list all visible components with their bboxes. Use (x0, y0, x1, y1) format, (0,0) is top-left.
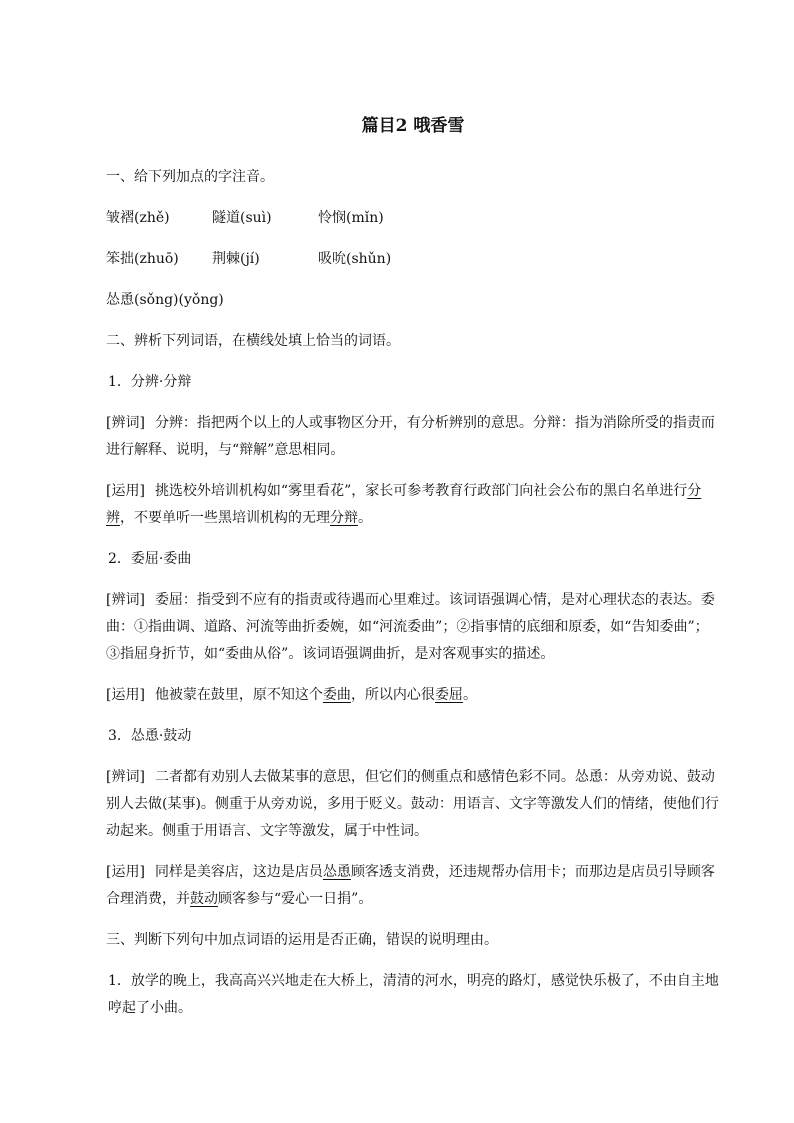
answer-word: 怂恿 (322, 864, 351, 880)
answer-word: 鼓动 (190, 891, 218, 907)
question-1: 1．放学的晚上，我高高兴兴地走在大桥上，清清的河水，明亮的路灯，感觉快乐极了，不由自主地哼起了小曲。 (108, 973, 719, 1016)
analysis-tag: [辨词] (106, 592, 145, 608)
item-1-usage (106, 478, 720, 532)
section-2-heading: 二、辨析下列词语，在横线处填上恰当的词语。 (106, 333, 400, 349)
answer-word: 分辩 (330, 510, 358, 526)
item-3-usage (106, 859, 720, 913)
usage-text: ，不要单听一些黑培训机构的无理 (120, 510, 330, 526)
pinyin-word: 吸吮(shǔn) (318, 251, 392, 267)
pinyin-row-3: 怂恿(sǒng)(yǒng) (106, 292, 224, 308)
analysis-tag: [辨词] (106, 769, 145, 785)
usage-text: 。 (462, 687, 477, 703)
item-3-analysis (106, 764, 720, 845)
analysis-text: 二者都有劝别人去做某事的意思，但它们的侧重点和感情色彩不同。怂恿：从旁劝说、鼓动别人去做(某事)。侧重于从旁劝说，多用于贬义。鼓动：用语言、文字等激发人们的情绪，使他们行动起来。侧重于用语言、文字等激发，属于中性词。 (106, 769, 719, 839)
usage-tag: [运用] (106, 687, 145, 703)
usage-text: 同样是美容店，这边是店员 (154, 864, 323, 880)
usage-tag: [运用] (106, 483, 145, 499)
answer-word: 委曲 (322, 687, 351, 703)
pinyin-row-1 (106, 205, 720, 232)
usage-text: 。 (358, 510, 372, 526)
answer-word: 分辨 (106, 483, 702, 526)
document-page (106, 112, 720, 1036)
item-3-title: 3．怂恿·鼓动 (108, 728, 192, 744)
pinyin-word: 皱褶(zhě) (106, 210, 170, 226)
section-3-heading: 三、判断下列句中加点词语的运用是否正确，错误的说明理由。 (106, 932, 498, 948)
analysis-tag: [辨词] (106, 415, 145, 431)
item-1-analysis (106, 410, 720, 464)
section-1-heading: 一、给下列加点的字注音。 (106, 169, 274, 185)
item-1-title: 1．分辨·分辩 (108, 374, 192, 390)
item-2-usage (106, 682, 720, 709)
usage-text: 顾客透支消费，还违规帮办信用卡；而那边是店员引导顾客合理消费，并 (106, 864, 715, 907)
item-2-analysis (106, 587, 720, 668)
analysis-text: 分辨：指把两个以上的人或事物区分开，有分析辨别的意思。分辩：指为消除所受的指责而进行解释、说明，与“辩解”意思相同。 (106, 415, 715, 458)
usage-tag: [运用] (106, 864, 145, 880)
pinyin-row-2 (106, 246, 720, 273)
answer-word: 委屈 (434, 687, 463, 703)
usage-text: ，所以内心很 (350, 687, 435, 703)
item-2-title: 2．委屈·委曲 (108, 551, 192, 567)
pinyin-word: 荆棘(jí) (212, 251, 260, 267)
pinyin-word: 怜悯(mǐn) (318, 210, 384, 226)
usage-text: 挑选校外培训机构如“雾里看花”，家长可参考教育行政部门向社会公布的黑白名单进行 (154, 483, 688, 499)
analysis-text: 委屈：指受到不应有的指责或待遇而心里难过。该词语强调心情，是对心理状态的表达。委曲：①指曲调、道路、河流等曲折委婉，如“河流委曲”；②指事情的底细和原委，如“告知委曲”；③指屈身折节，如“委曲从俗”。该词语强调曲折，是对客观事实的描述。 (106, 592, 715, 662)
usage-text: 他被蒙在鼓里，原不知这个 (154, 687, 323, 703)
page-title: 篇目2 哦香雪 (361, 116, 465, 136)
usage-text: 顾客参与“爱心一日捐”。 (218, 891, 373, 907)
pinyin-word: 隧道(suì) (212, 210, 272, 226)
pinyin-word: 笨拙(zhuō) (106, 251, 179, 267)
